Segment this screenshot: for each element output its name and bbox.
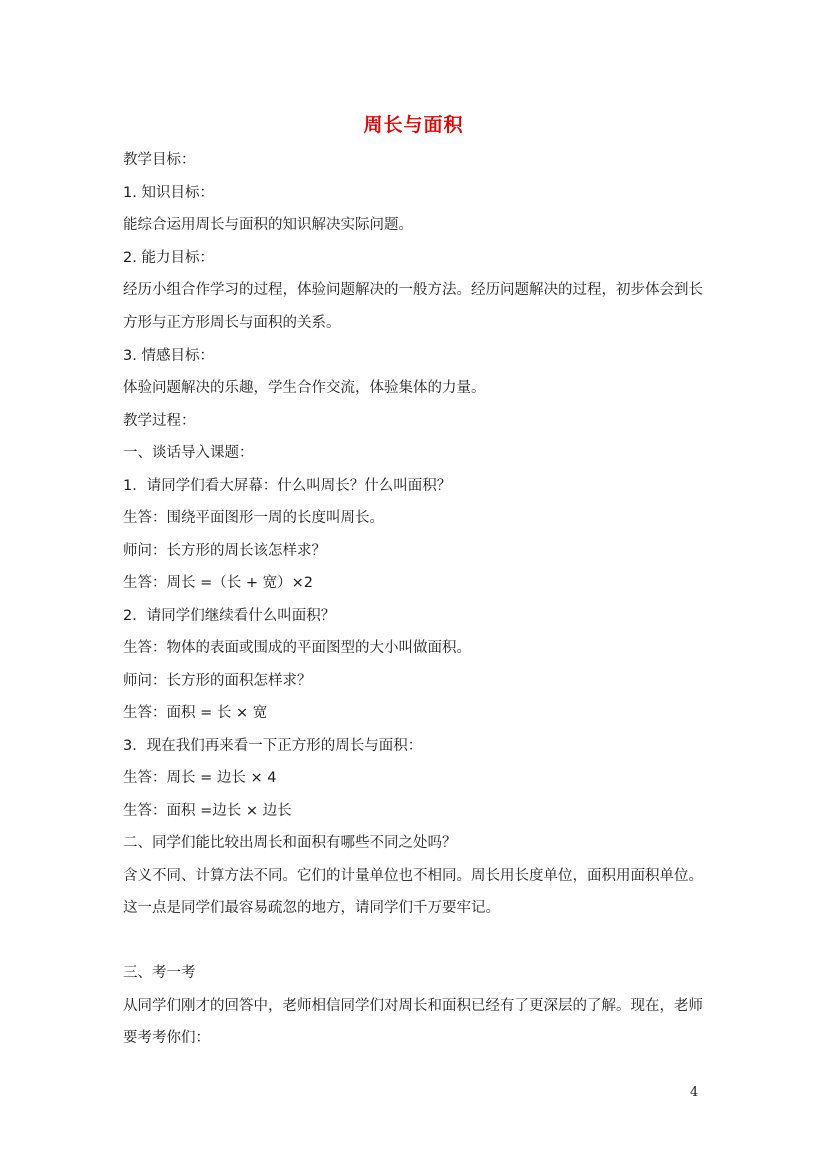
text-line: 经历小组合作学习的过程，体验问题解决的一般方法。经历问题解决的过程，初步体会到长 (123, 282, 703, 298)
text-line: 师问：长方形的面积怎样求？ (123, 673, 312, 689)
section-heading: 三、考一考 (123, 965, 196, 981)
text-line: 2. 能力目标： (123, 250, 214, 266)
text-line: 一、谈话导入课题： (123, 445, 254, 461)
text-line: 师问：长方形的周长该怎样求？ (123, 543, 326, 559)
text-line: 这一点是同学们最容易疏忽的地方，请同学们千万要牢记。 (123, 900, 500, 916)
text-line: 体验问题解决的乐趣，学生合作交流，体验集体的力量。 (123, 380, 486, 396)
text-line: 生答：物体的表面或围成的平面图型的大小叫做面积。 (123, 640, 471, 656)
page-number: 4 (690, 1085, 699, 1100)
text-line: 生答：面积 =边长 × 边长 (123, 803, 292, 819)
text-line: 方形与正方形周长与面积的关系。 (123, 315, 341, 331)
text-line: 教学目标： (123, 152, 196, 168)
text-line: 教学过程： (123, 413, 196, 429)
text-line: 含义不同、计算方法不同。它们的计量单位也不相同。周长用长度单位，面积用面积单位。 (123, 868, 703, 884)
text-line: 1. 知识目标： (123, 185, 214, 201)
text-line: 二、同学们能比较出周长和面积有哪些不同之处吗？ (123, 835, 457, 851)
text-line: 3. 情感目标： (123, 348, 214, 364)
text-line: 2．请同学们继续看什么叫面积？ (123, 608, 336, 624)
text-line: 能综合运用周长与面积的知识解决实际问题。 (123, 217, 413, 233)
text-line: 生答：围绕平面图形一周的长度叫周长。 (123, 510, 384, 526)
text-line: 生答：周长 =（长 + 宽）×2 (123, 575, 314, 591)
text-line: 从同学们刚才的回答中，老师相信同学们对周长和面积已经有了更深层的了解。现在，老师 (123, 998, 703, 1014)
document-title: 周长与面积 (363, 114, 464, 136)
text-line: 要考考你们： (123, 1030, 210, 1046)
text-line: 生答：面积 = 长 × 宽 (123, 705, 268, 721)
text-line: 3．现在我们再来看一下正方形的周长与面积： (123, 738, 423, 754)
text-line: 1．请同学们看大屏幕：什么叫周长？什么叫面积？ (123, 478, 452, 494)
text-line: 生答：周长 = 边长 × 4 (123, 770, 277, 786)
